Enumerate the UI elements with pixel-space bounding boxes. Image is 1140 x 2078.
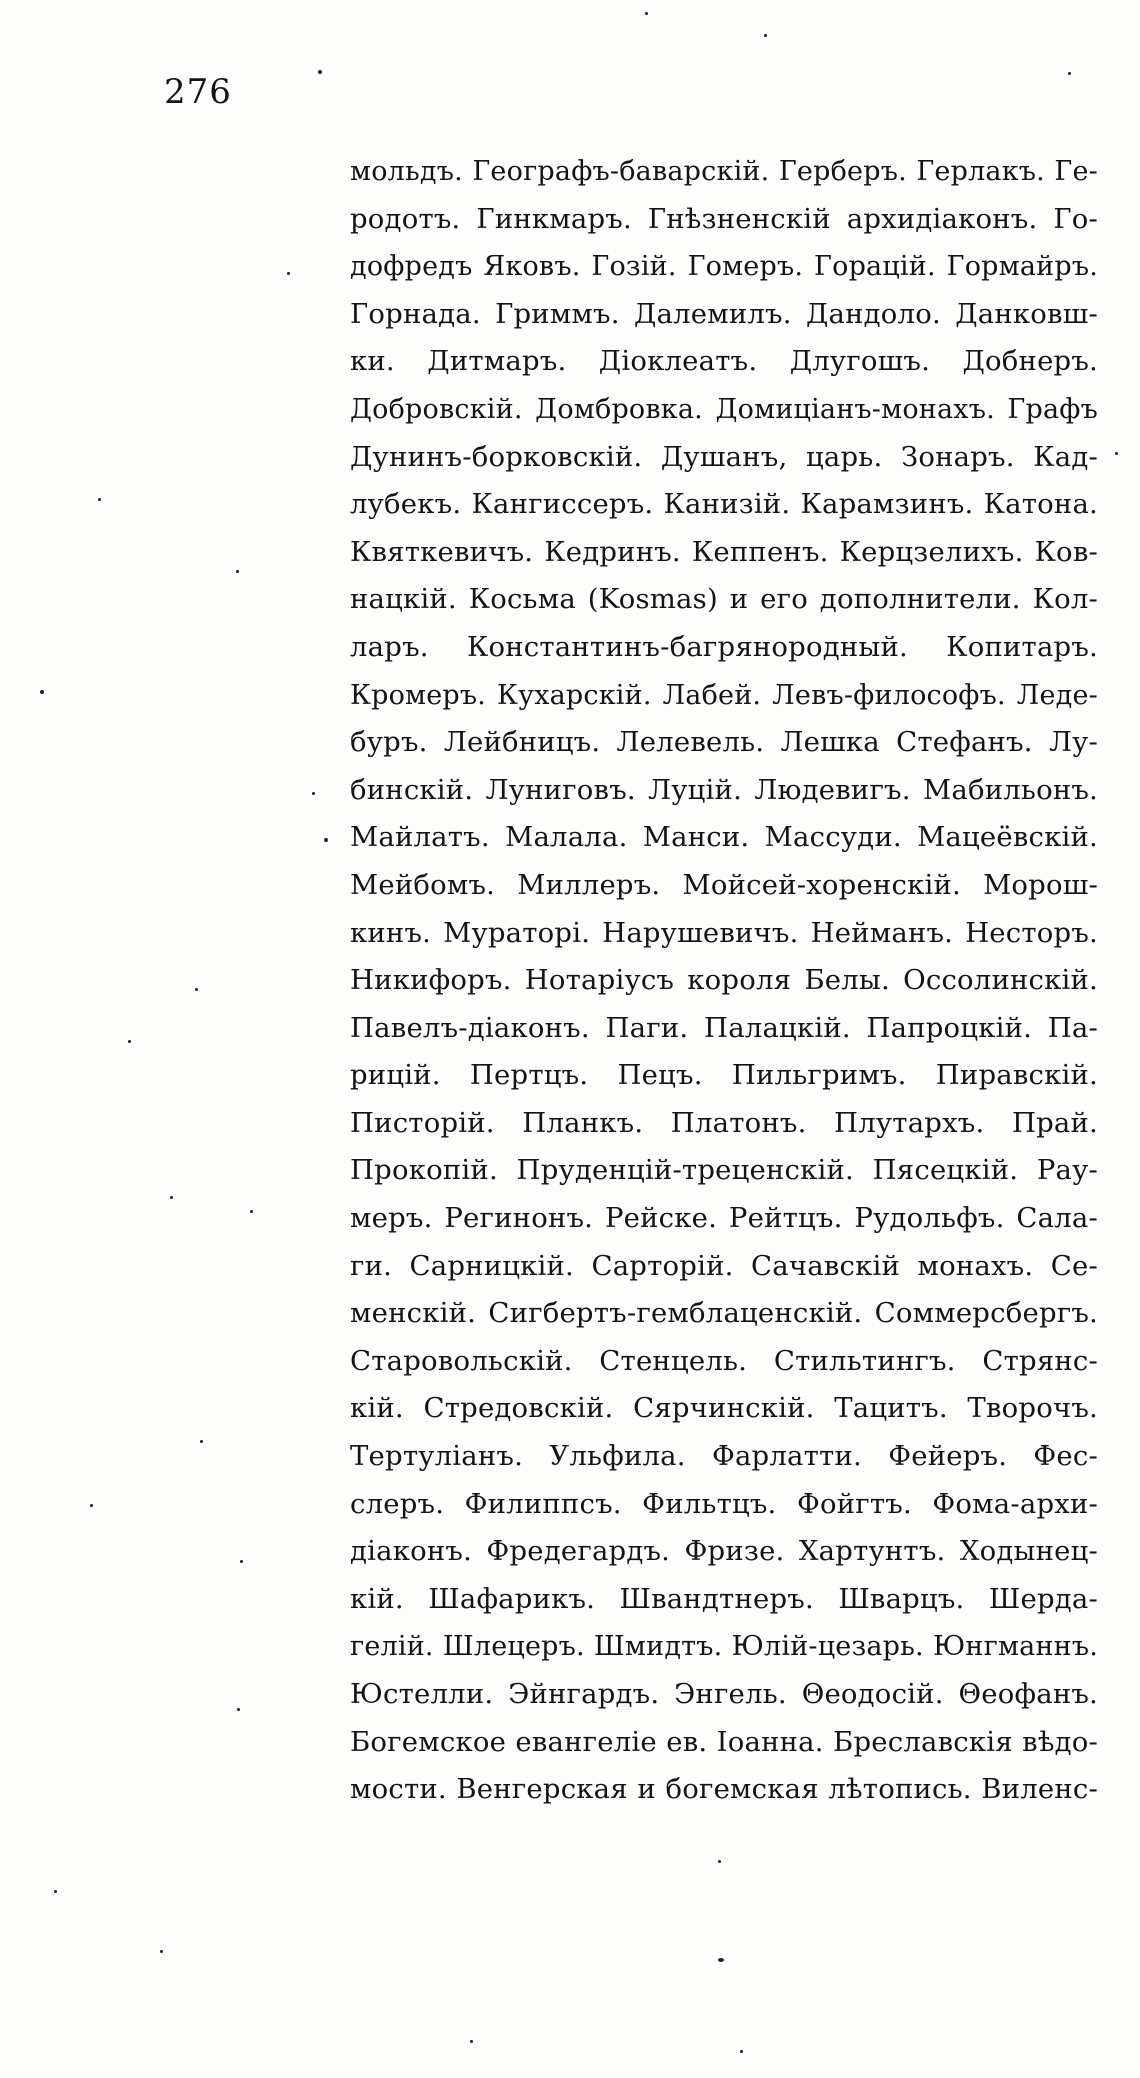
body-text (350, 148, 1098, 1814)
scan-speck (128, 1040, 131, 1043)
scan-speck (40, 690, 44, 694)
text-line: менскій. Сигбертъ-гемблаценскій. Соммерсбергъ. (350, 1297, 1098, 1330)
scan-speck (312, 792, 315, 795)
text-line: кій. Шафарикъ. Швандтнеръ. Шварцъ. Шерда- (350, 1582, 1098, 1615)
text-line: кинъ. Мураторі. Нарушевичъ. Нейманъ. Несторъ. (350, 916, 1098, 949)
text-line: Старовольскій. Стенцель. Стильтингъ. Стрянс- (350, 1344, 1098, 1377)
text-line: буръ. Лейбницъ. Лелевель. Лешка Стефанъ. Лу- (350, 726, 1098, 759)
text-line: Писторій. Планкъ. Платонъ. Плутархъ. Прай. (350, 1106, 1098, 1139)
scan-speck (740, 2050, 743, 2053)
text-line: Дунинъ-борковскій. Душанъ, царь. Зонаръ. Кад- (350, 440, 1098, 473)
text-line: Юстелли. Эйнгардъ. Энгель. Θеодосій. Θеофанъ. (350, 1678, 1098, 1710)
scan-speck (764, 34, 767, 37)
text-line: Квяткевичъ. Кедринъ. Кеппенъ. Керцзелихъ. Ков- (350, 535, 1098, 568)
text-line: родотъ. Гинкмаръ. Гнѣзненскій архидіаконъ. Го- (350, 202, 1098, 235)
text-line: гелій. Шлецеръ. Шмидтъ. Юлій-цезарь. Юнгманнъ. (350, 1631, 1098, 1663)
text-line: Богемское евангеліе ев. Іоанна. Бреславскія вѣдо- (350, 1725, 1098, 1758)
scan-speck (1115, 452, 1118, 455)
text-line: кій. Стредовскій. Сярчинскій. Тацитъ. Творочъ. (350, 1392, 1098, 1425)
scan-speck (54, 1890, 57, 1893)
scan-speck (1068, 72, 1071, 75)
scan-speck (90, 1504, 93, 1507)
scan-speck (240, 1560, 243, 1563)
scan-speck (237, 1708, 240, 1711)
text-line: Прокопій. Пруденцій-треценскій. Пясецкій. Рау- (350, 1154, 1098, 1187)
text-line: Майлатъ. Малала. Манси. Массуди. Мацеёвскій. (350, 821, 1098, 854)
text-line: слеръ. Филиппсъ. Фильтцъ. Фойгтъ. Фома-архи- (350, 1487, 1098, 1520)
text-line: лубекъ. Кангиссеръ. Канизій. Карамзинъ. Катона. (350, 488, 1098, 521)
text-line: Добровскій. Домбровка. Домиціанъ-монахъ. Графъ (350, 393, 1098, 425)
text-line: ки. Дитмаръ. Діоклеатъ. Длугошъ. Добнеръ. (350, 345, 1098, 378)
text-line: рицій. Пертцъ. Пецъ. Пильгримъ. Пиравскій. (350, 1059, 1098, 1092)
text-line: меръ. Регинонъ. Рейске. Рейтцъ. Рудольфъ. Сала- (350, 1202, 1098, 1235)
scan-speck (324, 838, 328, 842)
scan-speck (318, 70, 322, 74)
text-line: ги. Сарницкій. Сарторій. Сачавскій монахъ. Се- (350, 1249, 1098, 1282)
scan-speck (195, 988, 198, 991)
text-line: бинскій. Луниговъ. Луцій. Людевигъ. Мабильонъ. (350, 773, 1098, 806)
scan-speck (236, 570, 239, 573)
text-line: Тертуліанъ. Ульфила. Фарлатти. Фейеръ. Фес- (350, 1440, 1098, 1473)
scan-speck (718, 1958, 724, 1962)
scan-speck (98, 498, 101, 501)
scan-speck (470, 2040, 473, 2043)
text-line: діаконъ. Фредегардъ. Фризе. Хартунтъ. Ходынец- (350, 1535, 1098, 1568)
text-line: нацкій. Косьма (Kosmas) и его дополнители. Кол- (350, 583, 1098, 616)
text-line: Кромеръ. Кухарскій. Лабей. Левъ-философъ. Леде- (350, 679, 1098, 711)
scan-speck (718, 1860, 721, 1863)
text-line: Никифоръ. Нотаріусъ короля Белы. Оссолинскій. (350, 964, 1098, 997)
text-line: мольдъ. Географъ-баварскій. Герберъ. Герлакъ. Ге- (350, 156, 1098, 187)
text-line: ларъ. Константинъ-багрянородный. Копитаръ. (350, 630, 1098, 663)
scan-speck (170, 1196, 173, 1199)
scan-speck (200, 1440, 203, 1443)
text-line: Павелъ-діаконъ. Паги. Палацкій. Папроцкій. Па- (350, 1011, 1098, 1044)
scan-speck (287, 272, 290, 275)
text-line: мости. Венгерская и богемская лѣтопись. Виленс- (350, 1773, 1098, 1806)
scan-speck (160, 1950, 163, 1953)
text-line: Мейбомъ. Миллеръ. Мойсей-хоренскій. Морош- (350, 868, 1098, 901)
text-line: Горнада. Гриммъ. Далемилъ. Дандоло. Данковш- (350, 297, 1098, 330)
scan-speck (645, 12, 648, 15)
page-number: 276 (164, 72, 232, 112)
text-line: дофредъ Яковъ. Гозій. Гомеръ. Горацій. Гормайръ. (350, 251, 1098, 283)
scan-speck (250, 1210, 253, 1213)
